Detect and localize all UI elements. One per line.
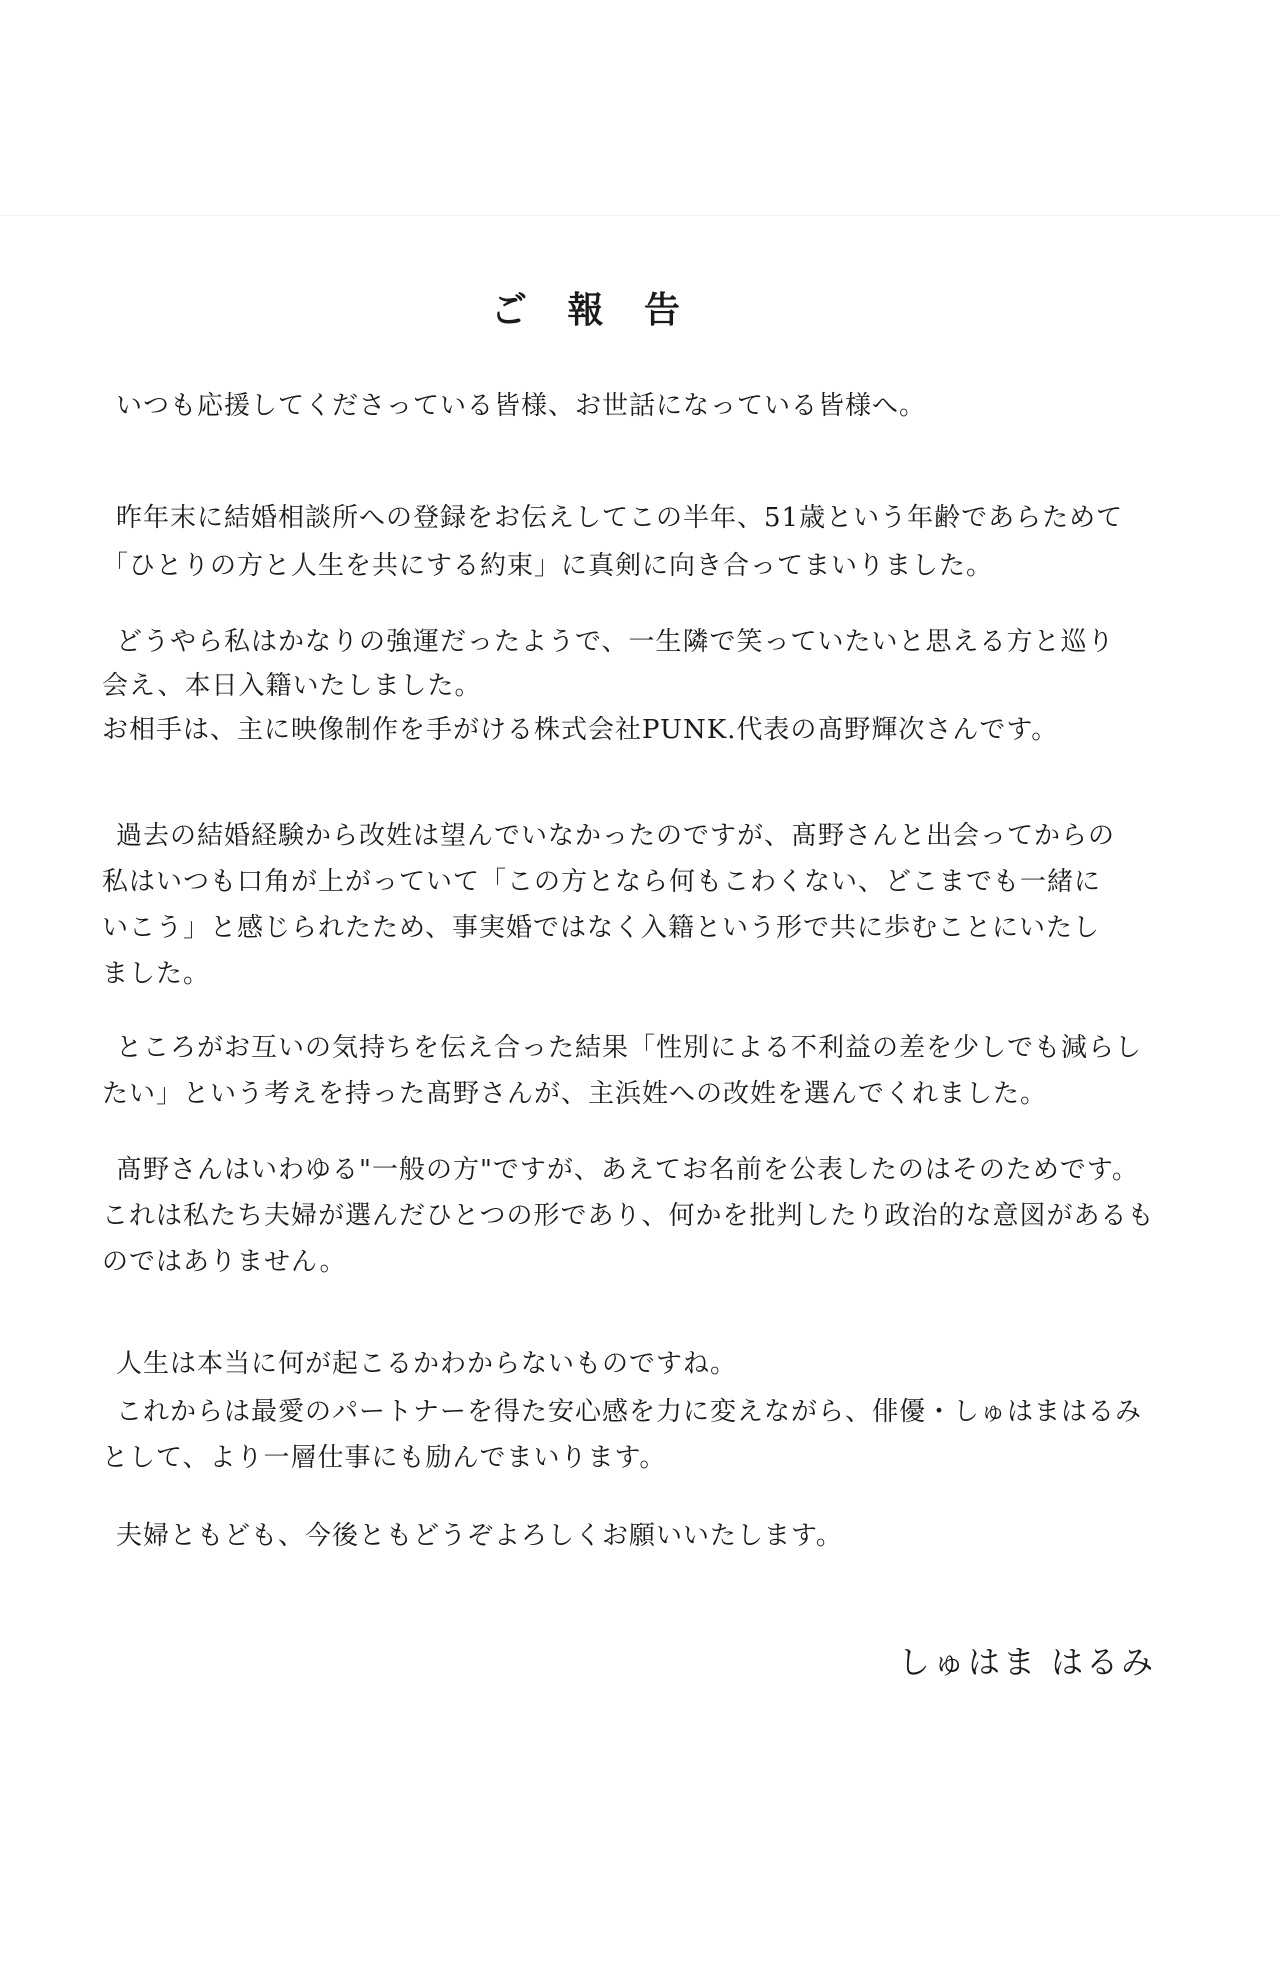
top-band [0, 0, 1280, 216]
body-line-2: 「ひとりの方と人生を共にする約束」に真剣に向き合ってまいりました。 [102, 551, 994, 581]
body-line-5: お相手は、主に映像制作を手がける株式会社PUNK.代表の髙野輝次さんです。 [102, 715, 1059, 745]
body-line-1: 昨年末に結婚相談所への登録をお伝えしてこの半年、51歳という年齢であらためて [116, 503, 1124, 533]
body-line-4: 会え、本日入籍いたしました。 [102, 671, 482, 701]
body-line-17: として、より一層仕事にも励んでまいります。 [102, 1443, 667, 1473]
body-line-9: ました。 [102, 959, 211, 989]
document-title: ご 報 告 [490, 289, 695, 331]
body-line-12: 髙野さんはいわゆる"一般の方"ですが、あえてお名前を公表したのはそのためです。 [116, 1155, 1139, 1185]
body-line-15: 人生は本当に何が起こるかわからないものですね。 [116, 1349, 738, 1379]
body-line-3: どうやら私はかなりの強運だったようで、一生隣で笑っていたいと思える方と巡り [116, 627, 1115, 657]
body-line-6: 過去の結婚経験から改姓は望んでいなかったのですが、髙野さんと出会ってからの [116, 821, 1116, 851]
body-line-16: これからは最愛のパートナーを得た安心感を力に変えながら、俳優・しゅはまはるみ [116, 1397, 1143, 1427]
closing-line: 夫婦ともども、今後ともどうぞよろしくお願いいたします。 [116, 1521, 843, 1551]
signature: しゅはま はるみ [898, 1643, 1157, 1681]
body-line-10: ところがお互いの気持ちを伝え合った結果「性別による不利益の差を少しでも減らし [116, 1033, 1143, 1063]
body-line-7: 私はいつも口角が上がっていて「この方となら何もこわくない、どこまでも一緒に [102, 867, 1102, 897]
body-line-13: これは私たち夫婦が選んだひとつの形であり、何かを批判したり政治的な意図があるも [102, 1201, 1155, 1231]
greeting-line: いつも応援してくださっている皆様、お世話になっている皆様へ。 [116, 391, 927, 421]
body-line-14: のではありません。 [102, 1247, 347, 1277]
body-line-8: いこう」と感じられたため、事実婚ではなく入籍という形で共に歩むことにいたし [102, 913, 1100, 943]
body-line-11: たい」という考えを持った髙野さんが、主浜姓への改姓を選んでくれました。 [102, 1079, 1048, 1109]
